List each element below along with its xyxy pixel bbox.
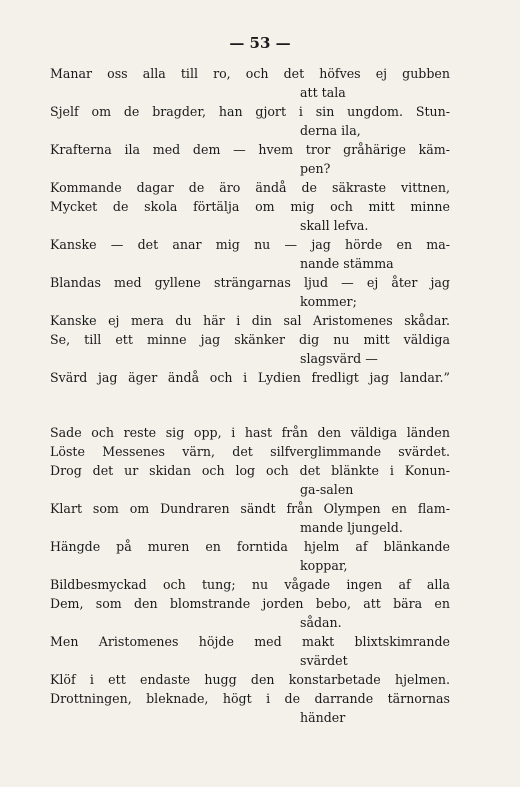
poem-line: Mycket de skola förtälja om mig och mitt minne (50, 199, 450, 214)
poem-line: Krafterna ila med dem — hvem tror gråhärige käm- (50, 142, 450, 157)
poem-line: Hängde på muren en forntida hjelm af blänkande (50, 539, 450, 554)
poem-line: Manar oss alla till ro, och det höfves ej gubben (50, 66, 450, 81)
poem-line-continuation: nande stämma (300, 256, 394, 271)
poem-line: Kanske ej mera du här i din sal Aristomenes skådar. (50, 313, 450, 328)
poem-line: Men Aristomenes höjde med makt blixtskimrande (50, 634, 450, 649)
poem-line: Blandas med gyllene strängarnas ljud — ej åter jag (50, 275, 450, 290)
poem-line-continuation: kommer; (300, 294, 357, 309)
poem-line-continuation: svärdet (300, 653, 348, 668)
poem-line: Drog det ur skidan och log och det blänkte i Konun- (50, 463, 450, 478)
page-number-header: — 53 — (229, 34, 291, 52)
stanza-gap (50, 387, 450, 423)
poem-line-continuation: mande ljungeld. (300, 520, 403, 535)
poem-text (50, 64, 450, 727)
poem-line-continuation: att tala (300, 85, 346, 100)
poem-line-continuation: pen? (300, 161, 331, 176)
poem-line-continuation: derna ila, (300, 123, 361, 138)
poem-line-continuation: ga-salen (300, 482, 354, 497)
poem-line-continuation: sådan. (300, 615, 342, 630)
poem-line-continuation: händer (300, 710, 346, 725)
poem-line-continuation: skall lefva. (300, 218, 369, 233)
poem-line: Bildbesmyckad och tung; nu vågade ingen af alla (50, 577, 450, 592)
poem-line: Se, till ett minne jag skänker dig nu mitt väldiga (50, 332, 450, 347)
poem-line: Klart som om Dundraren sändt från Olympen en flam- (50, 501, 450, 516)
poem-line: Sade och reste sig opp, i hast från den väldiga länden (50, 425, 450, 440)
poem-line: Dem, som den blomstrande jorden bebo, att bära en (50, 596, 450, 611)
poem-line: Kommande dagar de äro ändå de säkraste vittnen, (50, 180, 450, 195)
poem-line: Löste Messenes värn, det silfverglimmande svärdet. (50, 444, 450, 459)
poem-line: Kanske — det anar mig nu — jag hörde en ma- (50, 237, 450, 252)
stanza-2 (50, 423, 450, 727)
stanza-1 (50, 64, 450, 387)
poem-line-continuation: koppar, (300, 558, 348, 573)
poem-line: Klöf i ett endaste hugg den konstarbetade hjelmen. (50, 672, 450, 687)
poem-line: Drottningen, bleknade, högt i de darrande tärnornas (50, 691, 450, 706)
poem-line: Sjelf om de bragder, han gjort i sin ungdom. Stun- (50, 104, 450, 119)
poem-line-continuation: slagsvärd — (300, 351, 378, 366)
poem-line: Svärd jag äger ändå och i Lydien fredligt jag landar.” (50, 370, 450, 385)
